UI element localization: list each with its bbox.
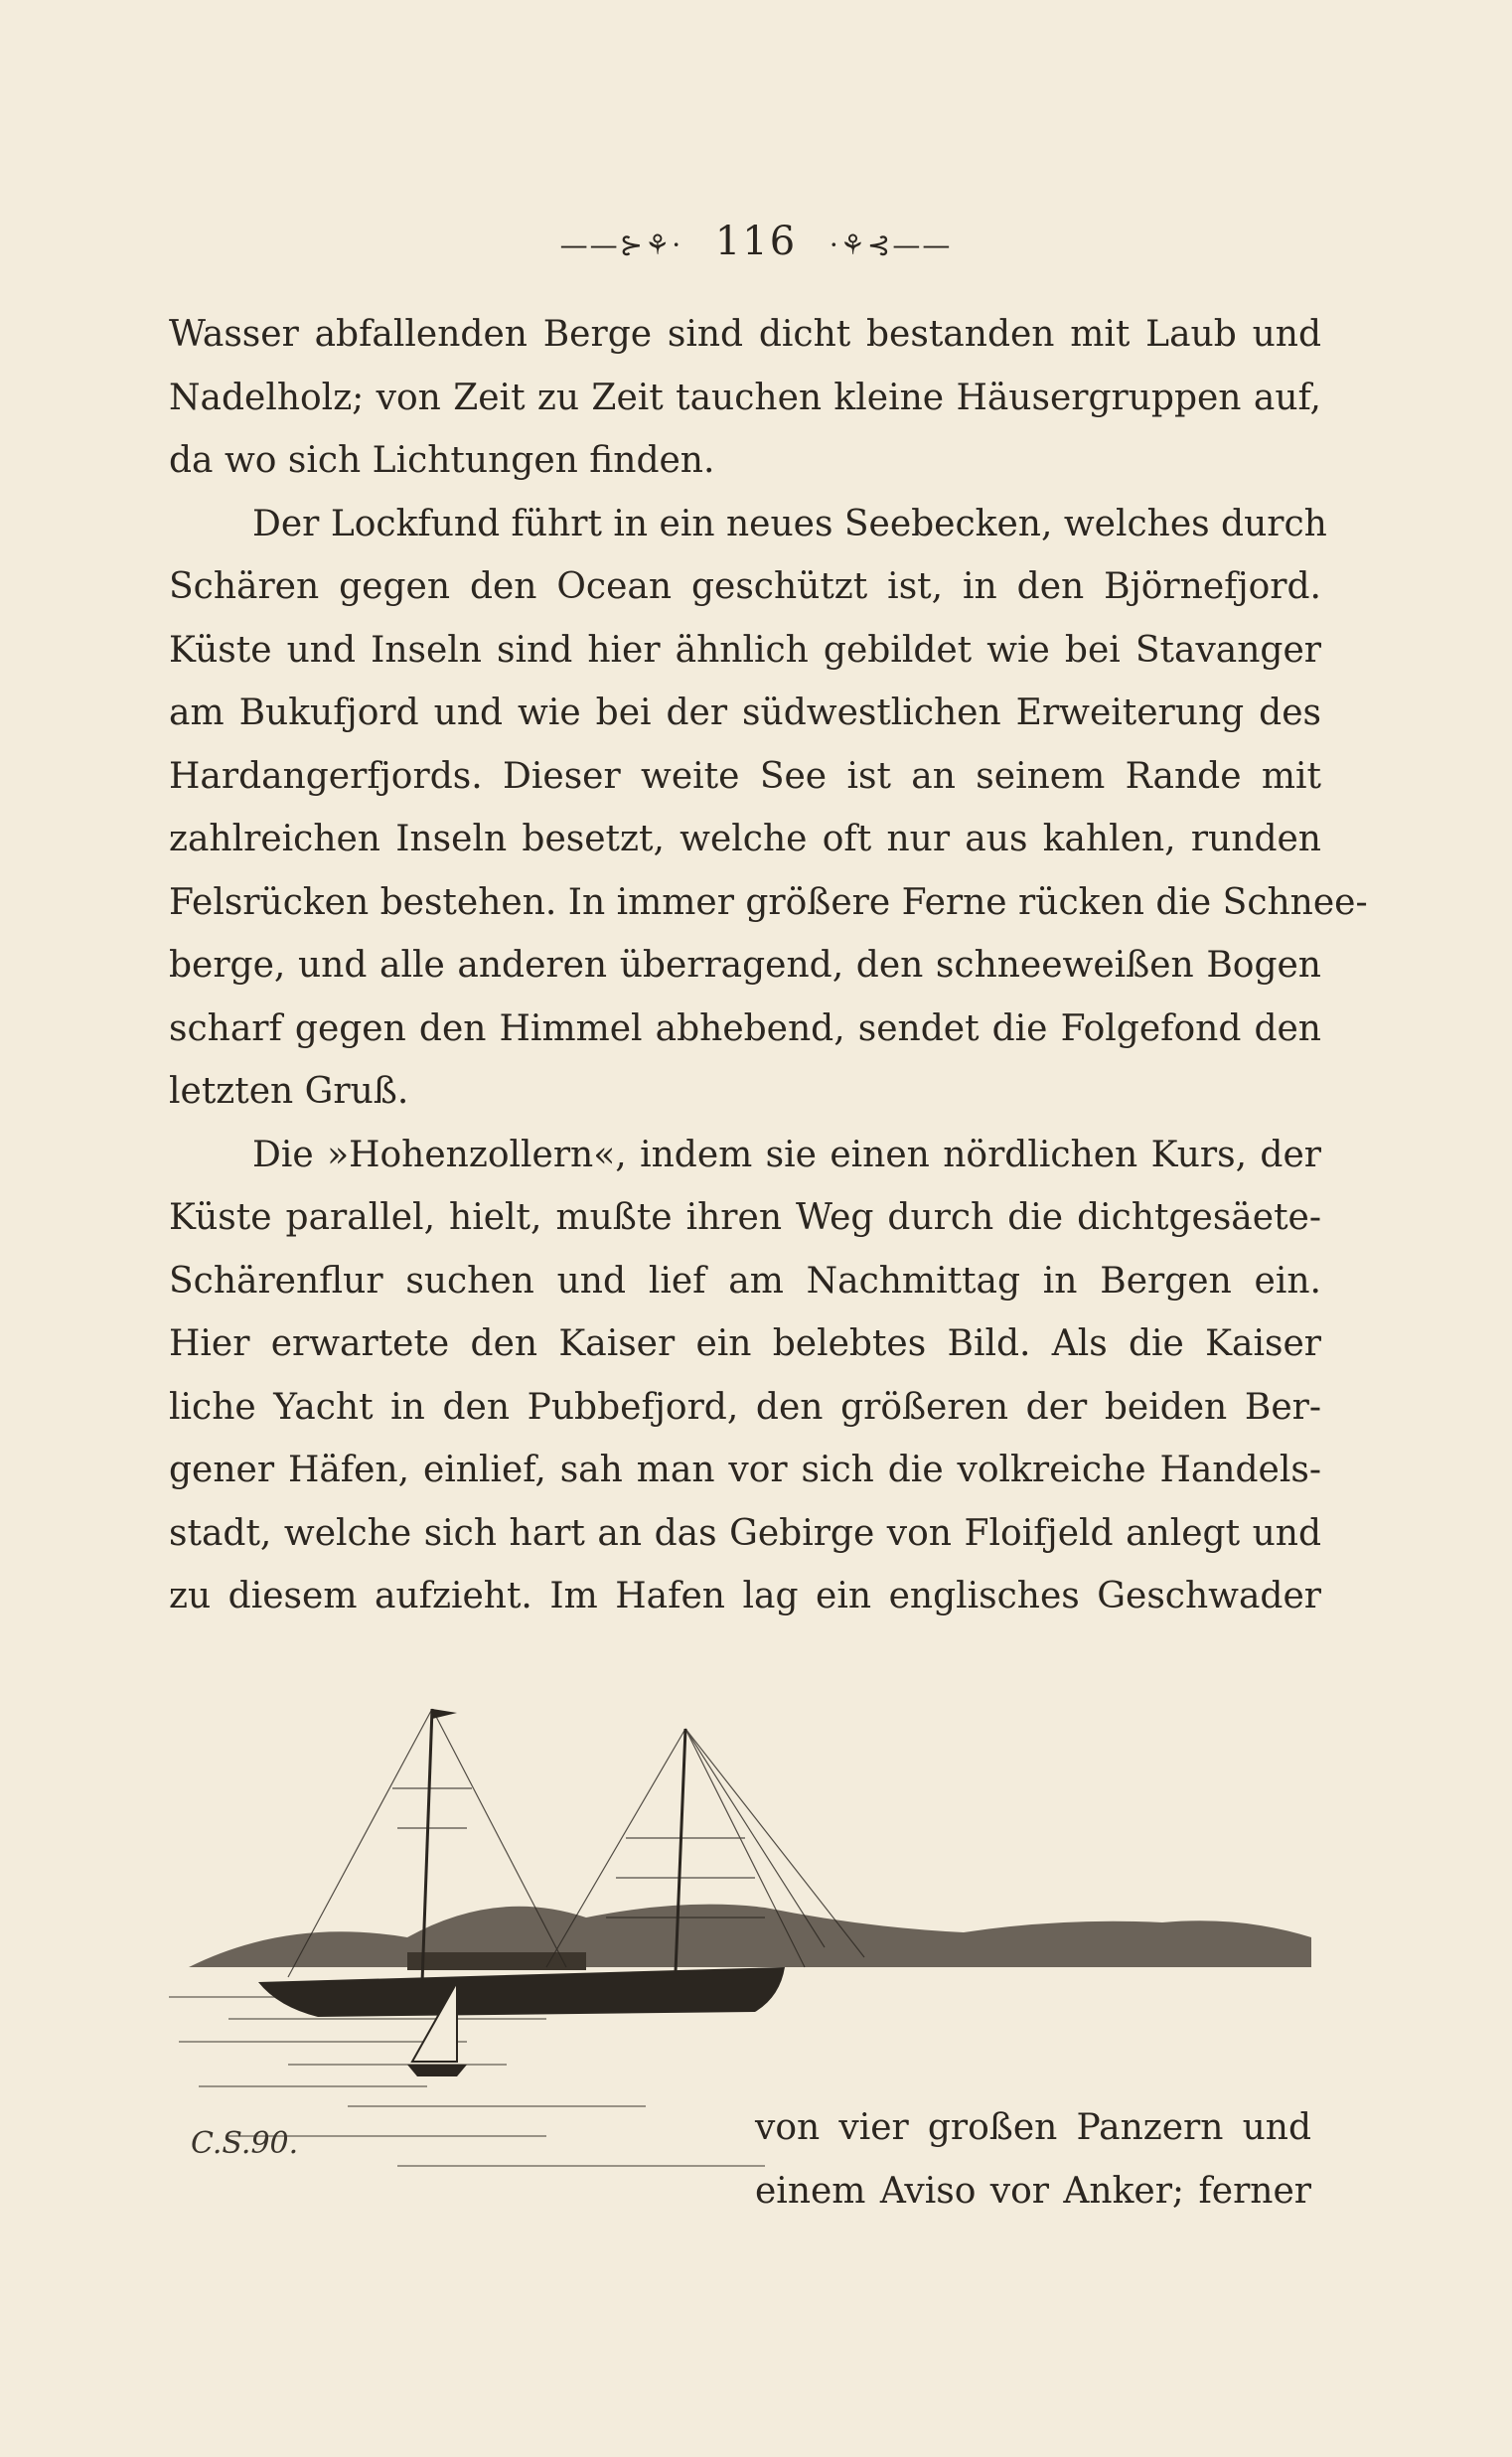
text-line: stadt, welche sich hart an das Gebirge von Floifjeld anlegt und	[169, 1512, 1321, 1554]
text-line: zu diesem aufzieht. Im Hafen lag ein englisches Geschwader	[169, 1576, 1321, 1616]
ornament-right: ·⚘⊰——	[829, 228, 953, 261]
text-line: von vier großen Panzern und	[755, 2107, 1311, 2148]
text-line: Wasser abfallenden Berge sind dicht bestanden mit Laub und	[169, 314, 1321, 355]
text-line: zahlreichen Inseln besetzt, welche oft nur aus kahlen, runden	[169, 819, 1321, 859]
text-line: scharf gegen den Himmel abhebend, sendet die Folgefond den	[169, 1007, 1321, 1049]
ornament-left: ——⊱⚘·	[559, 228, 683, 261]
text-line: gener Häfen, einlief, sah man vor sich die volkreiche Handels-	[169, 1450, 1321, 1490]
text-line: letzten Gruß.	[169, 1071, 409, 1112]
hills	[189, 1905, 1311, 1967]
text-line: Hier erwartete den Kaiser ein belebtes Bild. Als die Kaiser	[169, 1323, 1321, 1364]
text-line: Schärenflur suchen und lief am Nachmittag in Bergen ein.	[169, 1260, 1321, 1302]
sailboat-hull	[407, 2065, 467, 2076]
text-line: liche Yacht in den Pubbefjord, den größeren der beiden Ber-	[169, 1386, 1321, 1428]
ship-flag	[432, 1709, 457, 1719]
page-number: 116	[714, 219, 798, 264]
text-line: Küste und Inseln sind hier ähnlich gebildet wie bei Stavanger	[169, 629, 1321, 671]
text-line: Hardangerfjords. Dieser weite See ist an seinem Rande mit	[169, 755, 1321, 797]
text-line: Küste parallel, hielt, mußte ihren Weg durch die dichtgesäete-	[169, 1197, 1321, 1238]
ship-hull	[258, 1967, 785, 2017]
text-line: am Bukufjord und wie bei der südwestlichen Erweiterung des	[169, 692, 1321, 733]
text-line: Felsrücken bestehen. In immer größere Ferne rücken die Schnee-	[169, 881, 1368, 923]
text-line: einem Aviso vor Anker; ferner	[755, 2170, 1311, 2212]
text-line: berge, und alle anderen überragend, den schneeweißen Bogen	[169, 945, 1321, 986]
body-text	[169, 303, 1368, 1628]
text-line: Die »Hohenzollern«, indem sie einen nördlichen Kurs, der	[252, 1134, 1321, 1175]
text-line: Schären gegen den Ocean geschützt ist, in den Björnefjord.	[169, 566, 1321, 607]
text-line: da wo sich Lichtungen finden.	[169, 440, 715, 481]
engraver-signature: C.S.90.	[191, 2126, 299, 2161]
text-line: Nadelholz; von Zeit zu Zeit tauchen kleine Häusergruppen auf,	[169, 377, 1321, 418]
wrapped-text	[755, 2096, 1311, 2223]
page-header	[0, 219, 1512, 264]
text-line: Der Lockfund führt in ein neues Seebecken, welches durch	[252, 503, 1327, 544]
